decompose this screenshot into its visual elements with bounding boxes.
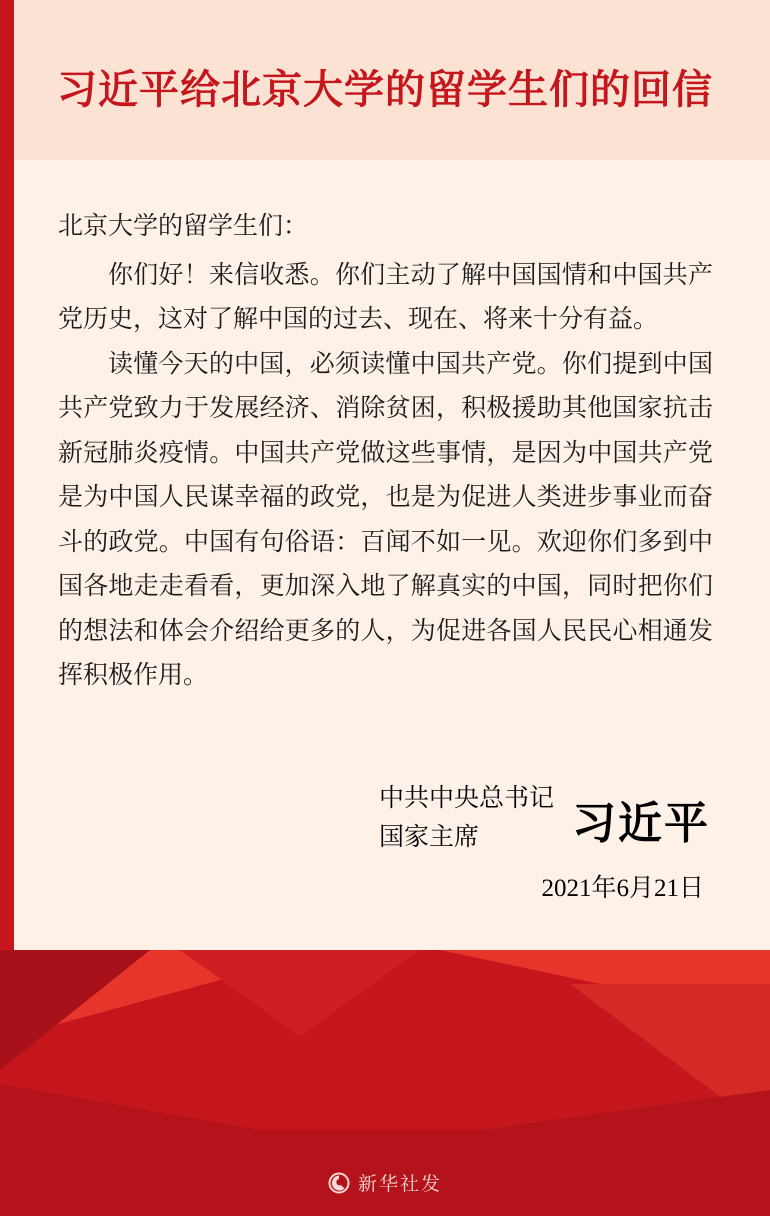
decor-shape-c — [0, 950, 150, 1070]
signature-title-line-2: 国家主席 — [378, 823, 479, 851]
page-title: 习近平给北京大学的留学生们的回信 — [57, 67, 713, 112]
decor-shape-h — [480, 1090, 770, 1130]
footer-watermark — [0, 1169, 770, 1196]
xinhua-logo-icon — [328, 1172, 350, 1194]
paper-left-accent-bar — [0, 160, 14, 950]
signature-date: 2021年6月21日 — [541, 874, 704, 902]
decor-shape-g — [0, 1084, 260, 1130]
letter-salutation: 北京大学的留学生们： — [58, 213, 309, 240]
letter-paper — [0, 160, 770, 950]
signature-titles — [379, 780, 554, 858]
signature-title-line-1: 中共中央总书记 — [378, 785, 554, 812]
footer-graphic — [0, 950, 770, 1216]
letter-paragraph-2: 读懂今天的中国，必须读懂中国共产党。你们提到中国共产党致力于发展经济、消除贫困，积极援助其他国家抗击新冠肺炎疫情。中国共产党做这些事情，是因为中国共产党是为中国人民谋幸福的政党，也是为促进人类进步事业而奋斗的政党。中国有句俗语：百闻不如一见。欢迎你们多到中国各地走走看看，更加深入地了解真实的中国，同时把你们的想法和体会介绍给更多的人，为促进各国人民民心相通发挥积极作用。 — [58, 350, 713, 689]
watermark-text: 新华社发 — [357, 1174, 442, 1195]
signature-block — [240, 780, 710, 904]
decor-shape-e — [180, 950, 420, 1036]
header-band — [0, 0, 770, 160]
letter-body — [58, 208, 713, 699]
signature-name: 习近平 — [572, 797, 710, 849]
letter-paragraph-1: 你们好！来信收悉。你们主动了解中国国情和中国共产党历史，这对了解中国的过去、现在、将来十分有益。 — [58, 261, 713, 333]
